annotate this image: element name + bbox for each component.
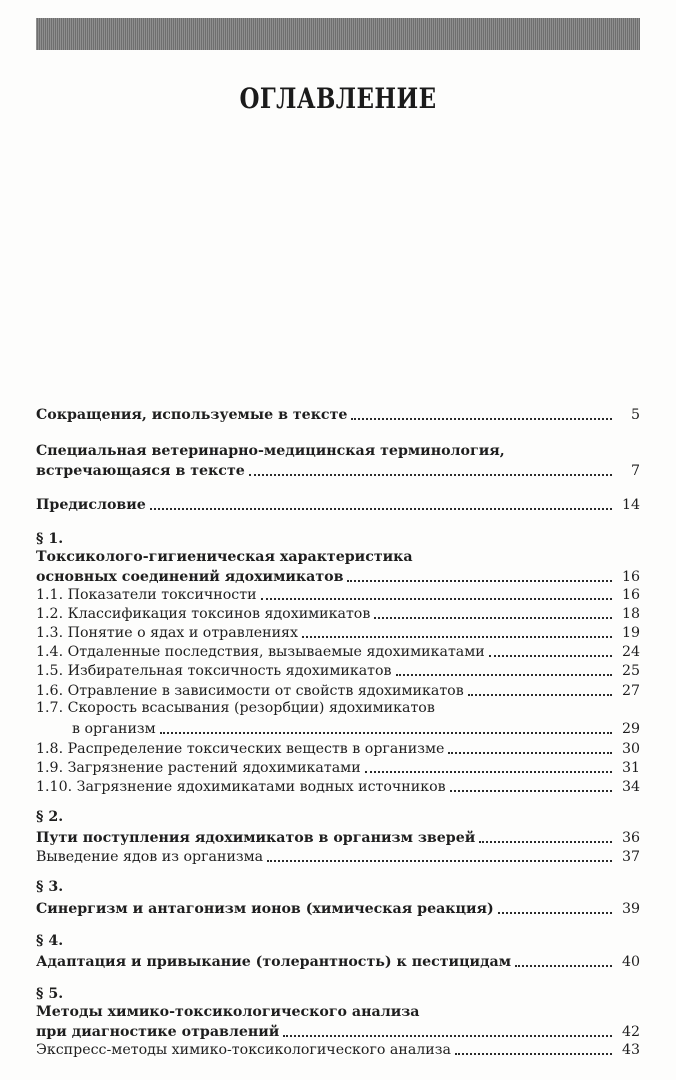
toc-entry-label: 1.8. Распределение токсических веществ в организме [36, 741, 445, 757]
dot-leader [396, 672, 612, 676]
toc-entry-1-7[interactable] [36, 718, 640, 738]
toc-page-number: 43 [621, 1042, 640, 1058]
toc-entry-abbreviations[interactable] [36, 404, 640, 424]
toc-entry-label: при диагностике отравлений [36, 1024, 280, 1040]
toc-entry-label: Синергизм и антагонизм ионов (химическая реакция) [36, 901, 494, 917]
header-band [36, 18, 640, 50]
toc-page-number: 29 [621, 721, 640, 737]
toc-page-number: 25 [621, 663, 640, 679]
toc-entry-1-5[interactable] [36, 660, 640, 680]
section-4-number: § 4. [36, 933, 64, 949]
dot-leader [448, 750, 612, 754]
dot-leader [365, 769, 612, 773]
toc-entry-preface[interactable] [36, 494, 640, 514]
dot-leader [283, 1033, 612, 1037]
toc-entry-terminology[interactable] [36, 460, 640, 480]
toc-page-number: 34 [621, 779, 640, 795]
toc-entry-section-1[interactable] [36, 566, 640, 586]
toc-entry-label: 1.4. Отдаленные последствия, вызываемые ядохимикатами [36, 644, 485, 660]
toc-entry-1-4[interactable] [36, 641, 640, 661]
toc-entry-1-2[interactable] [36, 603, 640, 623]
toc-page-number: 16 [621, 587, 640, 603]
toc-entry-section-5[interactable] [36, 1021, 640, 1041]
dot-leader [455, 1051, 612, 1055]
toc-entry-2-sub[interactable] [36, 846, 640, 866]
toc-entry-label: 1.5. Избирательная токсичность ядохимикатов [36, 663, 392, 679]
toc-entry-label: Адаптация и привыкание (толерантность) к пестицидам [36, 954, 512, 970]
dot-leader [261, 596, 612, 600]
toc-entry-5-sub[interactable] [36, 1039, 640, 1059]
toc-page-number: 5 [630, 407, 640, 423]
toc-entry-1-9[interactable] [36, 757, 640, 777]
dot-leader [515, 963, 612, 967]
toc-entry-label: 1.1. Показатели токсичности [36, 587, 257, 603]
section-2-number: § 2. [36, 809, 64, 825]
dot-leader [489, 653, 612, 657]
toc-entry-section-4[interactable] [36, 951, 640, 971]
toc-page-number: 27 [621, 683, 640, 699]
toc-entry-1-8[interactable] [36, 738, 640, 758]
toc-page-number: 36 [621, 830, 640, 846]
dot-leader [450, 788, 612, 792]
toc-page-number: 14 [621, 497, 640, 513]
toc-entry-label: 1.9. Загрязнение растений ядохимикатами [36, 760, 361, 776]
dot-leader [160, 730, 612, 734]
toc-entry-label: встречающаяся в тексте [36, 463, 245, 479]
dot-leader [468, 692, 612, 696]
toc-entry-1-3[interactable] [36, 622, 640, 642]
toc-entry-label: в организм [72, 721, 156, 737]
toc-entry-label: Экспресс-методы химико-токсикологического анализа [36, 1042, 451, 1058]
section-1-number: § 1. [36, 531, 64, 547]
toc-entry-label: Сокращения, используемые в тексте [36, 407, 348, 423]
toc-page-number: 42 [621, 1024, 640, 1040]
toc-entry-1-10[interactable] [36, 776, 640, 796]
toc-page-number: 24 [621, 644, 640, 660]
dot-leader [479, 839, 612, 843]
page-title: ОГЛАВЛЕНИЕ [239, 82, 437, 115]
dot-leader [498, 910, 612, 914]
dot-leader [150, 506, 612, 510]
toc-page-number: 19 [621, 625, 640, 641]
toc-entry-1-6[interactable] [36, 680, 640, 700]
toc-page-number: 30 [621, 741, 640, 757]
toc-entry-label: 1.10. Загрязнение ядохимикатами водных источников [36, 779, 446, 795]
toc-entry-label: 1.2. Классификация токсинов ядохимикатов [36, 606, 371, 622]
dot-leader [302, 634, 612, 638]
toc-entry-terminology-line1: Специальная ветеринарно-медицинская терминология, [36, 443, 505, 459]
toc-entry-1-7-line1: 1.7. Скорость всасывания (резорбции) ядохимикатов [36, 700, 435, 716]
toc-entry-label: Пути поступления ядохимикатов в организм зверей [36, 830, 476, 846]
dot-leader [249, 472, 612, 476]
section-5-title-line1: Методы химико-токсикологического анализа [36, 1004, 420, 1020]
toc-entry-1-1[interactable] [36, 584, 640, 604]
toc-entry-label: основных соединений ядохимикатов [36, 569, 344, 585]
toc-entry-section-2[interactable] [36, 827, 640, 847]
toc-page-number: 18 [621, 606, 640, 622]
section-5-number: § 5. [36, 986, 64, 1002]
toc-page-number: 37 [621, 849, 640, 865]
toc-entry-label: Предисловие [36, 497, 146, 513]
toc-entry-label: 1.3. Понятие о ядах и отравлениях [36, 625, 298, 641]
dot-leader [267, 858, 612, 862]
toc-page-number: 39 [621, 901, 640, 917]
section-1-title-line1: Токсиколого-гигиеническая характеристика [36, 549, 413, 565]
toc-entry-label: 1.6. Отравление в зависимости от свойств ядохимикатов [36, 683, 464, 699]
toc-entry-label: Выведение ядов из организма [36, 849, 264, 865]
toc-page-number: 16 [621, 569, 640, 585]
toc-page-number: 31 [621, 760, 640, 776]
dot-leader [347, 578, 612, 582]
dot-leader [374, 615, 612, 619]
toc-entry-section-3[interactable] [36, 898, 640, 918]
dot-leader [351, 416, 612, 420]
toc-page-number: 40 [621, 954, 640, 970]
toc-page-number: 7 [630, 463, 640, 479]
section-3-number: § 3. [36, 879, 64, 895]
